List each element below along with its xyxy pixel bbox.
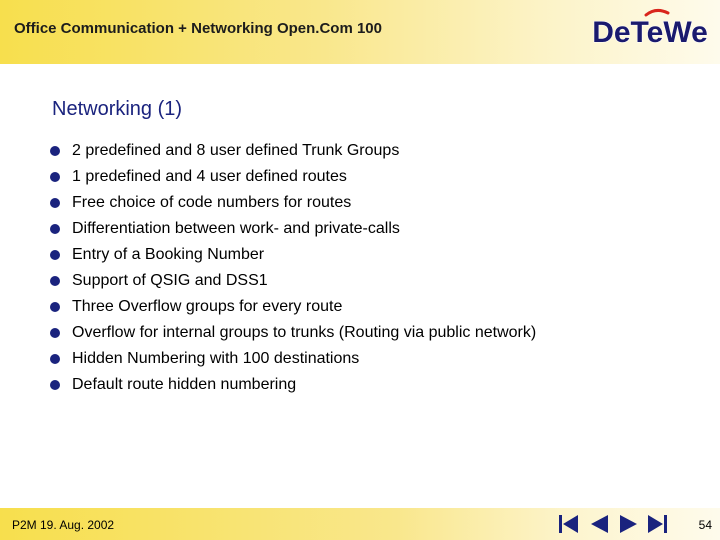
- page-number: 54: [698, 518, 712, 532]
- bullet-text: Hidden Numbering with 100 destinations: [72, 350, 360, 367]
- bullet-text: Entry of a Booking Number: [72, 246, 265, 263]
- bullet-dot-icon: [50, 172, 60, 182]
- bullet-text: Support of QSIG and DSS1: [72, 272, 268, 289]
- header-band: [0, 0, 720, 64]
- bullet-text: Free choice of code numbers for routes: [72, 194, 352, 211]
- bullet-dot-icon: [50, 380, 60, 390]
- previous-page-icon[interactable]: [586, 511, 612, 537]
- bullet-dot-icon: [50, 224, 60, 234]
- first-page-icon[interactable]: [556, 511, 582, 537]
- bullet-text: Default route hidden numbering: [72, 376, 297, 393]
- bullet-dot-icon: [50, 198, 60, 208]
- logo-text: DeTeWe: [592, 16, 708, 49]
- bullet-dot-icon: [50, 302, 60, 312]
- detewe-logo: [582, 2, 718, 54]
- bullet-text: 1 predefined and 4 user defined routes: [72, 168, 347, 185]
- presentation-title: Office Communication + Networking Open.Com 100: [14, 20, 382, 37]
- bullet-text: Overflow for internal groups to trunks (Routing via public network): [72, 324, 537, 341]
- bullet-dot-icon: [50, 328, 60, 338]
- next-page-icon[interactable]: [616, 511, 642, 537]
- bullet-dot-icon: [50, 276, 60, 286]
- footer-date-label: P2M 19. Aug. 2002: [12, 518, 115, 532]
- bullet-text: Differentiation between work- and private-calls: [72, 220, 400, 237]
- bullet-text: Three Overflow groups for every route: [72, 298, 343, 315]
- bullet-dot-icon: [50, 146, 60, 156]
- bullet-text: 2 predefined and 8 user defined Trunk Groups: [72, 142, 400, 159]
- last-page-icon[interactable]: [644, 511, 670, 537]
- bullet-dot-icon: [50, 250, 60, 260]
- slide-heading: Networking (1): [52, 98, 183, 120]
- bullet-dot-icon: [50, 354, 60, 364]
- footer-band: [0, 508, 720, 540]
- slide-navigation: [556, 511, 668, 537]
